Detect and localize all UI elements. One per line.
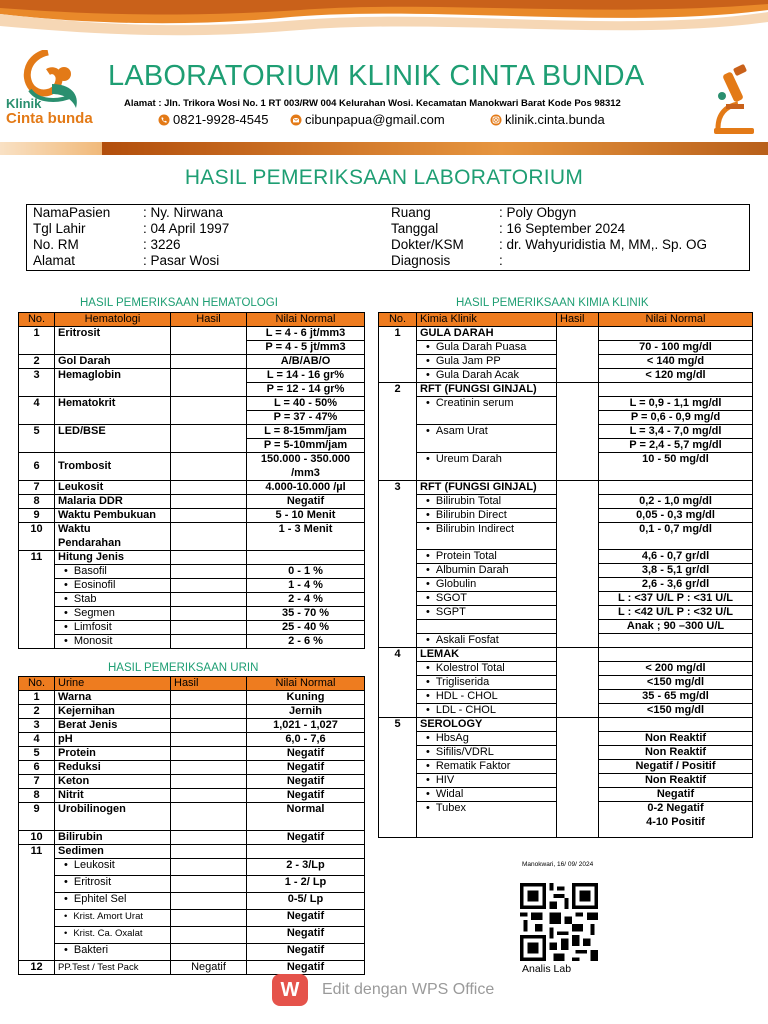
table-row <box>379 509 753 523</box>
table-row <box>19 509 365 523</box>
email-icon <box>290 114 302 126</box>
row-test: SEROLOGY <box>417 718 557 732</box>
row-test: • Gula Darah Puasa <box>417 341 557 355</box>
row-test: • Askali Fosfat <box>417 634 557 648</box>
row-normal: 1,021 - 1,027 <box>247 719 365 733</box>
row-normal: P = 12 - 14 gr% <box>247 383 365 397</box>
table-header <box>19 313 365 327</box>
row-test: • Krist. Amort Urat <box>55 910 171 927</box>
row-test: • Segmen <box>55 607 171 621</box>
row-normal: 1 - 4 % <box>247 579 365 593</box>
row-normal: Anak ; 90 –300 U/L <box>599 620 753 634</box>
table-row <box>19 537 365 551</box>
row-test: • Bilirubin Direct <box>417 509 557 523</box>
lab-name: LABORATORIUM KLINIK CINTA BUNDA <box>108 60 645 92</box>
medical-record-value: : 3226 <box>143 237 181 252</box>
row-test: Hitung Jenis <box>55 551 171 565</box>
row-normal: 0 - 1 % <box>247 565 365 579</box>
row-no: 11 <box>19 551 55 565</box>
row-normal: L = 0,9 - 1,1 mg/dl <box>599 397 753 411</box>
table-row <box>379 397 753 411</box>
table-row <box>379 802 753 816</box>
header-result: Hasil <box>557 313 599 327</box>
row-test: • Sifilis/VDRL <box>417 746 557 760</box>
row-test: • Eosinofil <box>55 579 171 593</box>
row-test: Eritrosit <box>55 327 171 341</box>
row-test: Berat Jenis <box>55 719 171 733</box>
hematology-table <box>18 312 365 649</box>
email-address: cibunpapua@gmail.com <box>305 112 445 127</box>
row-test: • Bilirubin Total <box>417 495 557 509</box>
row-normal: <150 mg/dl <box>599 676 753 690</box>
row-normal: 0-2 Negatif <box>599 802 753 816</box>
row-normal: Non Reaktif <box>599 774 753 788</box>
row-test: • Globulin <box>417 578 557 592</box>
row-test: • Protein Total <box>417 550 557 564</box>
row-no: 4 <box>19 733 55 747</box>
date-label: Tanggal <box>391 221 439 236</box>
table-row <box>379 620 753 634</box>
phone-icon <box>158 114 170 126</box>
patient-name-value: : Ny. Nirwana <box>143 205 224 220</box>
signature-date: Manokwari, 16/ 09/ 2024 <box>522 861 594 868</box>
row-test: • Monosit <box>55 635 171 649</box>
row-test: Waktu Pembukuan <box>55 509 171 523</box>
wps-watermark <box>272 974 494 1006</box>
row-normal: /mm3 <box>247 467 365 481</box>
row-test: • Bilirubin Indirect <box>417 523 557 550</box>
table-row <box>19 845 365 859</box>
row-normal: Negatif <box>599 788 753 802</box>
row-normal: 10 - 50 mg/dl <box>599 453 753 481</box>
table-row <box>19 761 365 775</box>
row-normal: Negatif <box>247 747 365 761</box>
row-test: • LDL - CHOL <box>417 704 557 718</box>
row-test: Keton <box>55 775 171 789</box>
microscope-icon <box>704 62 760 136</box>
row-test: • Asam Urat <box>417 425 557 439</box>
table-row <box>19 425 365 439</box>
row-no: 8 <box>19 495 55 509</box>
table-row <box>19 341 365 355</box>
address-label: Alamat <box>33 253 76 268</box>
header-normal: Nilai Normal <box>247 313 365 327</box>
contact-instagram <box>490 112 605 127</box>
table-row <box>19 927 365 944</box>
header-result: Hasil <box>171 313 247 327</box>
birthdate-value: : 04 April 1997 <box>143 221 230 236</box>
clinic-logo-text <box>6 96 93 126</box>
table-row <box>19 705 365 719</box>
row-normal: P = 37 - 47% <box>247 411 365 425</box>
row-test: • Ureum Darah <box>417 453 557 481</box>
table-row <box>19 579 365 593</box>
row-test: • Trigliserida <box>417 676 557 690</box>
row-normal: 2 - 6 % <box>247 635 365 649</box>
header-test: Hematologi <box>55 313 171 327</box>
row-test: Gol Darah <box>55 355 171 369</box>
date-value: : 16 September 2024 <box>499 221 626 236</box>
table-row <box>19 383 365 397</box>
table-row <box>19 369 365 383</box>
instagram-icon <box>490 114 502 126</box>
row-normal: P = 0,6 - 0,9 mg/d <box>599 411 753 425</box>
room-label: Ruang <box>391 205 431 220</box>
row-normal: <150 mg/dl <box>599 704 753 718</box>
row-normal: P = 2,4 - 5,7 mg/dl <box>599 439 753 453</box>
row-normal: 0,2 - 1,0 mg/dl <box>599 495 753 509</box>
table-row <box>379 690 753 704</box>
table-row <box>19 893 365 910</box>
table-row <box>379 523 753 550</box>
row-test: • HIV <box>417 774 557 788</box>
table-row <box>19 747 365 761</box>
table-header <box>379 313 753 327</box>
table-row <box>19 635 365 649</box>
row-test: • Limfosit <box>55 621 171 635</box>
row-normal: Negatif <box>247 927 365 944</box>
row-test: • HbsAg <box>417 732 557 746</box>
table-row <box>379 648 753 662</box>
row-test: PP.Test / Test Pack <box>55 961 171 975</box>
row-no: 3 <box>19 719 55 733</box>
row-test: • Stab <box>55 593 171 607</box>
table-row <box>379 369 753 383</box>
row-normal: L = 14 - 16 gr% <box>247 369 365 383</box>
row-test: Nitrit <box>55 789 171 803</box>
lab-address: Alamat : Jln. Trikora Wosi No. 1 RT 003/RW 004 Kelurahan Wosi. Kecamatan Manokwari Barat Kode Pos 98312 <box>124 98 621 109</box>
row-no: 1 <box>19 691 55 705</box>
row-normal: Negatif / Positif <box>599 760 753 774</box>
row-test: Reduksi <box>55 761 171 775</box>
row-test: Sedimen <box>55 845 171 859</box>
table-row <box>19 439 365 453</box>
wps-logo-icon: W <box>272 974 308 1006</box>
row-normal: P = 5-10mm/jam <box>247 439 365 453</box>
table-header <box>19 677 365 691</box>
website: klinik.cinta.bunda <box>505 112 605 127</box>
row-normal: Negatif <box>247 961 365 975</box>
table-row <box>19 859 365 876</box>
table-row <box>379 788 753 802</box>
table-row <box>379 355 753 369</box>
table-row <box>379 774 753 788</box>
row-no: 2 <box>379 383 417 397</box>
row-normal: Negatif <box>247 775 365 789</box>
row-result <box>171 327 247 341</box>
row-normal: Non Reaktif <box>599 746 753 760</box>
row-normal: A/B/AB/O <box>247 355 365 369</box>
row-test: • Albumin Darah <box>417 564 557 578</box>
row-test: RFT (FUNGSI GINJAL) <box>417 383 557 397</box>
table-row <box>19 355 365 369</box>
row-no: 9 <box>19 509 55 523</box>
table-row <box>379 662 753 676</box>
contact-email <box>290 112 445 127</box>
row-test: Waktu <box>55 523 171 537</box>
row-test: Hematokrit <box>55 397 171 411</box>
diagnosis-value: : <box>499 253 503 268</box>
table-row <box>19 733 365 747</box>
urine-section-title: HASIL PEMERIKSAAN URIN <box>108 662 259 674</box>
header-divider <box>102 142 768 155</box>
row-no: 10 <box>19 523 55 537</box>
qr-code-icon <box>518 883 600 961</box>
table-row <box>19 691 365 705</box>
header-normal: Nilai Normal <box>599 313 753 327</box>
analyst-label: Analis Lab <box>522 963 572 975</box>
medical-record-label: No. RM <box>33 237 79 252</box>
table-row <box>379 327 753 341</box>
table-row <box>379 564 753 578</box>
row-test: Hemaglobin <box>55 369 171 383</box>
row-normal: < 120 mg/dl <box>599 369 753 383</box>
table-row <box>19 565 365 579</box>
row-no: 3 <box>379 481 417 495</box>
table-row <box>379 453 753 481</box>
row-normal: Negatif <box>247 831 365 845</box>
table-row <box>19 621 365 635</box>
doctor-label: Dokter/KSM <box>391 237 464 252</box>
row-test: Leukosit <box>55 481 171 495</box>
row-test: Warna <box>55 691 171 705</box>
row-normal: 35 - 65 mg/dl <box>599 690 753 704</box>
row-no: 5 <box>19 747 55 761</box>
row-normal: Kuning <box>247 691 365 705</box>
table-row <box>19 831 365 845</box>
urine-table <box>18 676 365 975</box>
table-row <box>19 803 365 831</box>
table-row <box>19 961 365 975</box>
row-no: 11 <box>19 845 55 859</box>
table-row <box>379 481 753 495</box>
table-row <box>19 397 365 411</box>
table-row <box>379 816 753 838</box>
row-normal: Negatif <box>247 789 365 803</box>
row-normal: L = 40 - 50% <box>247 397 365 411</box>
table-row <box>379 746 753 760</box>
chemistry-table <box>378 312 753 838</box>
patient-info-box <box>26 204 750 271</box>
table-row <box>19 876 365 893</box>
row-test: • Leukosit <box>55 859 171 876</box>
row-no: 3 <box>19 369 55 383</box>
row-no: 4 <box>19 397 55 411</box>
row-normal: 3,8 - 5,1 gr/dl <box>599 564 753 578</box>
row-normal: < 200 mg/dl <box>599 662 753 676</box>
table-row <box>19 551 365 565</box>
row-normal: Normal <box>247 803 365 831</box>
row-normal: L = 3,4 - 7,0 mg/dl <box>599 425 753 439</box>
row-test: Bilirubin <box>55 831 171 845</box>
row-test: • Gula Darah Acak <box>417 369 557 383</box>
table-row <box>379 550 753 564</box>
row-normal: L = 8-15mm/jam <box>247 425 365 439</box>
row-normal: Negatif <box>247 761 365 775</box>
patient-name-label: NamaPasien <box>33 205 111 220</box>
row-test: Urobilinogen <box>55 803 171 831</box>
row-test: • Creatinin serum <box>417 397 557 411</box>
table-row <box>19 411 365 425</box>
table-row <box>379 676 753 690</box>
table-row <box>19 327 365 341</box>
table-row <box>379 383 753 397</box>
header-normal: Nilai Normal <box>247 677 365 691</box>
table-row <box>379 760 753 774</box>
row-test: LEMAK <box>417 648 557 662</box>
row-test: • HDL - CHOL <box>417 690 557 704</box>
table-row <box>19 944 365 961</box>
row-test: • Eritrosit <box>55 876 171 893</box>
row-normal: 2,6 - 3,6 gr/dl <box>599 578 753 592</box>
header-no: No. <box>19 677 55 691</box>
hematology-section-title: HASIL PEMERIKSAAN HEMATOLOGI <box>80 297 278 309</box>
row-no: 4 <box>379 648 417 662</box>
row-no: 8 <box>19 789 55 803</box>
row-test: • SGPT <box>417 606 557 620</box>
row-test: GULA DARAH <box>417 327 557 341</box>
room-value: : Poly Obgyn <box>499 205 577 220</box>
table-row <box>379 439 753 453</box>
row-no: 5 <box>19 425 55 439</box>
row-normal: 70 - 100 mg/dl <box>599 341 753 355</box>
header-result: Hasil <box>171 677 247 691</box>
table-row <box>19 719 365 733</box>
row-normal: L : <42 U/L P : <32 U/L <box>599 606 753 620</box>
table-row <box>379 341 753 355</box>
row-normal: Jernih <box>247 705 365 719</box>
row-test: • Bakteri <box>55 944 171 961</box>
table-row <box>19 523 365 537</box>
row-no: 9 <box>19 803 55 831</box>
table-row <box>19 593 365 607</box>
row-normal: 25 - 40 % <box>247 621 365 635</box>
row-no: 7 <box>19 775 55 789</box>
contact-phone <box>158 112 268 127</box>
table-row <box>19 453 365 467</box>
wps-watermark-text: Edit dengan WPS Office <box>322 981 495 998</box>
row-no: 6 <box>19 761 55 775</box>
birthdate-label: Tgl Lahir <box>33 221 86 236</box>
row-normal: L = 4 - 6 jt/mm3 <box>247 327 365 341</box>
table-row <box>379 578 753 592</box>
row-no: 2 <box>19 705 55 719</box>
row-normal: < 140 mg/d <box>599 355 753 369</box>
table-row <box>379 592 753 606</box>
row-normal: Negatif <box>247 495 365 509</box>
row-test: LED/BSE <box>55 425 171 439</box>
row-normal: Negatif <box>247 910 365 927</box>
row-normal: 2 - 4 % <box>247 593 365 607</box>
row-normal: P = 4 - 5 jt/mm3 <box>247 341 365 355</box>
table-row <box>19 481 365 495</box>
header-no: No. <box>379 313 417 327</box>
table-row <box>379 425 753 439</box>
row-test: Malaria DDR <box>55 495 171 509</box>
row-no: 1 <box>19 327 55 341</box>
row-normal: 0,1 - 0,7 mg/dl <box>599 523 753 550</box>
table-row <box>19 775 365 789</box>
logo-text-line1: Klinik <box>6 96 42 111</box>
row-test: • Widal <box>417 788 557 802</box>
diagnosis-label: Diagnosis <box>391 253 451 268</box>
row-no: 1 <box>379 327 417 341</box>
header-test: Kimia Klinik <box>417 313 557 327</box>
row-normal: 0-5/ Lp <box>247 893 365 910</box>
address-value: : Pasar Wosi <box>143 253 220 268</box>
row-test: Protein <box>55 747 171 761</box>
table-row <box>19 910 365 927</box>
logo-text-line2: Cinta bunda <box>6 110 93 127</box>
row-normal: 0,05 - 0,3 mg/dl <box>599 509 753 523</box>
header-no: No. <box>19 313 55 327</box>
row-normal: Negatif <box>247 944 365 961</box>
header-divider-left <box>0 142 104 155</box>
row-normal: 4,6 - 0,7 gr/dl <box>599 550 753 564</box>
table-row <box>379 718 753 732</box>
header-test: Urine <box>55 677 171 691</box>
row-test: Kejernihan <box>55 705 171 719</box>
row-test: • Krist. Ca. Oxalat <box>55 927 171 944</box>
row-normal: 1 - 3 Menit <box>247 523 365 537</box>
table-row <box>379 732 753 746</box>
table-row <box>379 606 753 620</box>
table-row <box>379 411 753 425</box>
row-normal: L : <37 U/L P : <31 U/L <box>599 592 753 606</box>
row-normal: Non Reaktif <box>599 732 753 746</box>
report-title: HASIL PEMERIKSAAN LABORATORIUM <box>184 166 584 189</box>
row-normal: 6,0 - 7,6 <box>247 733 365 747</box>
row-result: Negatif <box>171 961 247 975</box>
phone-number: 0821-9928-4545 <box>173 112 269 127</box>
row-normal: 4-10 Positif <box>599 816 753 838</box>
header-wave-decoration <box>0 0 768 60</box>
row-normal: 1 - 2/ Lp <box>247 876 365 893</box>
row-no: 6 <box>19 453 55 481</box>
row-test: Trombosit <box>55 453 171 481</box>
doctor-value: : dr. Wahyuridistia M, MM,. Sp. OG <box>499 237 708 252</box>
row-test: • Tubex <box>417 802 557 816</box>
row-normal: 35 - 70 % <box>247 607 365 621</box>
row-normal: 5 - 10 Menit <box>247 509 365 523</box>
table-row <box>379 495 753 509</box>
row-no: 5 <box>379 718 417 732</box>
row-test: RFT (FUNGSI GINJAL) <box>417 481 557 495</box>
row-normal: 4.000-10.000 /µl <box>247 481 365 495</box>
row-test: • Basofil <box>55 565 171 579</box>
row-test: • Gula Jam PP <box>417 355 557 369</box>
row-test: • Ephitel Sel <box>55 893 171 910</box>
row-test: • Kolestrol Total <box>417 662 557 676</box>
row-normal: 150.000 - 350.000 <box>247 453 365 467</box>
table-row <box>19 607 365 621</box>
row-no: 10 <box>19 831 55 845</box>
row-no: 7 <box>19 481 55 495</box>
row-test: pH <box>55 733 171 747</box>
table-row <box>19 789 365 803</box>
row-test: Pendarahan <box>55 537 171 551</box>
row-normal: 2 - 3/Lp <box>247 859 365 876</box>
table-row <box>19 495 365 509</box>
row-no: 2 <box>19 355 55 369</box>
row-test: • SGOT <box>417 592 557 606</box>
chemistry-section-title: HASIL PEMERIKSAAN KIMIA KLINIK <box>456 297 649 309</box>
row-no: 12 <box>19 961 55 975</box>
table-row <box>379 634 753 648</box>
row-test: • Rematik Faktor <box>417 760 557 774</box>
table-row <box>379 704 753 718</box>
